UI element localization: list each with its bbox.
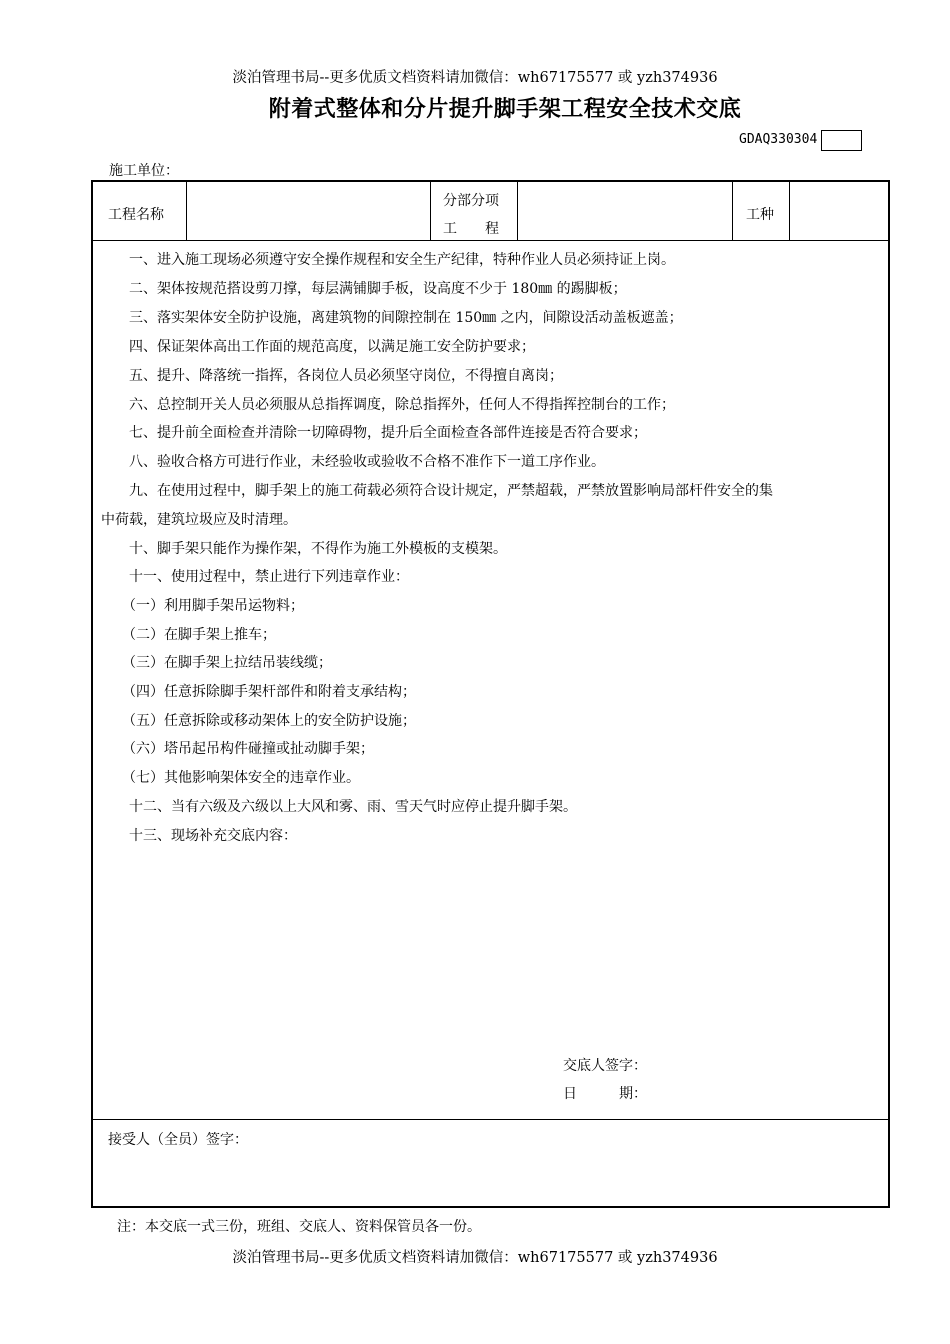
sub-project-label-line2: 工 程 (443, 221, 499, 237)
content-line: 十、脚手架只能作为操作架，不得作为施工外模板的支模架。 (101, 541, 507, 557)
content-line: 四、保证架体高出工作面的规范高度，以满足施工安全防护要求； (101, 339, 535, 355)
content-line: （五）任意拆除或移动架体上的安全防护设施； (101, 713, 416, 729)
project-name-field[interactable] (187, 182, 430, 240)
construction-unit-label: 施工单位： (109, 163, 179, 179)
grid-line (430, 181, 431, 240)
content-line: （六）塔吊起吊构件碰撞或扯动脚手架； (101, 741, 374, 757)
content-line: 七、提升前全面检查并清除一切障碍物，提升后全面检查各部件连接是否符合要求； (101, 425, 647, 441)
content-line: 中荷载，建筑垃圾应及时清理。 (101, 512, 297, 528)
content-line: 六、总控制开关人员必须服从总指挥调度，除总指挥外，任何人不得指挥控制台的工作； (101, 397, 675, 413)
content-line: （七）其他影响架体安全的违章作业。 (101, 770, 360, 786)
header-watermark-note: 淡泊管理书局--更多优质文档资料请加微信：wh67175577 或 yzh374936 (232, 70, 718, 86)
content-line: 十三、现场补充交底内容： (101, 828, 297, 844)
receiver-signature-label: 接受人（全员）签字： (108, 1132, 248, 1148)
content-line: 十一、使用过程中，禁止进行下列违章作业： (101, 569, 409, 585)
content-line: （二）在脚手架上推车； (101, 627, 276, 643)
project-name-label: 工程名称 (108, 207, 164, 223)
content-line: （三）在脚手架上拉结吊装线缆； (101, 655, 332, 671)
content-line: 一、进入施工现场必须遵守安全操作规程和安全生产纪律，特种作业人员必须持证上岗。 (101, 252, 675, 268)
content-line: （四）任意拆除脚手架杆部件和附着支承结构； (101, 684, 416, 700)
content-line: 二、架体按规范搭设剪刀撑，每层满铺脚手板，设高度不少于 180㎜ 的踢脚板； (101, 281, 627, 297)
discloser-signature-label: 交底人签字： (563, 1058, 647, 1074)
content-line: 九、在使用过程中，脚手架上的施工荷载必须符合设计规定，严禁超载，严禁放置影响局部杆件安全的集 (101, 483, 773, 499)
receiver-signature-field[interactable] (92, 1150, 889, 1206)
form-code-box[interactable] (821, 130, 862, 151)
disclosure-date-label: 日 期： (563, 1086, 647, 1102)
footnote: 注：本交底一式三份，班组、交底人、资料保管员各一份。 (117, 1219, 481, 1235)
footer-watermark-note: 淡泊管理书局--更多优质文档资料请加微信：wh67175577 或 yzh374936 (232, 1250, 718, 1266)
document-title: 附着式整体和分片提升脚手架工程安全技术交底 (268, 97, 742, 122)
work-type-label: 工种 (746, 207, 774, 223)
content-line: （一）利用脚手架吊运物料； (101, 598, 304, 614)
grid-line (92, 240, 889, 241)
sub-project-label-line1: 分部分项 (443, 193, 499, 209)
work-type-field[interactable] (790, 182, 888, 240)
grid-line (732, 181, 733, 240)
form-code: GDAQ330304 (739, 132, 818, 147)
content-line: 三、落实架体安全防护设施，离建筑物的间隙控制在 150㎜ 之内，间隙设活动盖板遮盖； (101, 310, 683, 326)
content-line: 十二、当有六级及六级以上大风和雾、雨、雪天气时应停止提升脚手架。 (101, 799, 577, 815)
content-line: 五、提升、降落统一指挥，各岗位人员必须坚守岗位，不得擅自离岗； (101, 368, 563, 384)
sub-project-field[interactable] (518, 182, 732, 240)
grid-line (92, 1119, 889, 1120)
content-line: 八、验收合格方可进行作业，未经验收或验收不合格不准作下一道工序作业。 (101, 454, 605, 470)
